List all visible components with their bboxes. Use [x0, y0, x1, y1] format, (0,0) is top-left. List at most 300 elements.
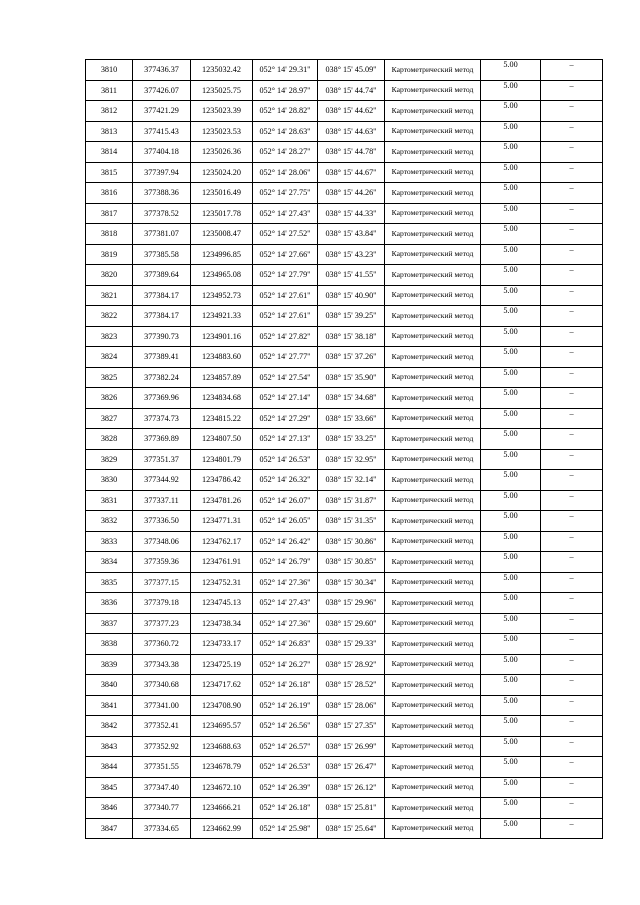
y-coordinate-cell: 1234761.91 [191, 552, 253, 573]
accuracy-cell: 5.00 [481, 798, 541, 819]
accuracy-cell: 5.00 [481, 224, 541, 245]
longitude-cell: 038° 15' 28.52" [318, 675, 385, 696]
x-coordinate-cell: 377404.18 [133, 142, 191, 163]
y-coordinate-cell: 1234807.50 [191, 429, 253, 450]
point-number-cell: 3828 [86, 429, 133, 450]
y-coordinate-cell: 1235023.53 [191, 121, 253, 142]
longitude-cell: 038° 15' 44.62" [318, 101, 385, 122]
table-row [86, 490, 603, 511]
point-number-cell: 3824 [86, 347, 133, 368]
longitude-cell: 038° 15' 30.86" [318, 531, 385, 552]
y-coordinate-cell: 1234965.08 [191, 265, 253, 286]
note-cell: – [541, 60, 603, 81]
method-cell: Картометрический метод [385, 716, 481, 737]
note-cell: – [541, 736, 603, 757]
point-number-cell: 3818 [86, 224, 133, 245]
y-coordinate-cell: 1234786.42 [191, 470, 253, 491]
method-cell: Картометрический метод [385, 470, 481, 491]
longitude-cell: 038° 15' 44.26" [318, 183, 385, 204]
table-row [86, 757, 603, 778]
x-coordinate-cell: 377381.07 [133, 224, 191, 245]
x-coordinate-cell: 377384.17 [133, 285, 191, 306]
note-cell: – [541, 224, 603, 245]
method-cell: Картометрический метод [385, 552, 481, 573]
accuracy-cell: 5.00 [481, 60, 541, 81]
note-cell: – [541, 183, 603, 204]
method-cell: Картометрический метод [385, 449, 481, 470]
point-number-cell: 3825 [86, 367, 133, 388]
x-coordinate-cell: 377421.29 [133, 101, 191, 122]
longitude-cell: 038° 15' 43.23" [318, 244, 385, 265]
accuracy-cell: 5.00 [481, 470, 541, 491]
point-number-cell: 3830 [86, 470, 133, 491]
table-row [86, 224, 603, 245]
method-cell: Картометрический метод [385, 265, 481, 286]
y-coordinate-cell: 1234921.33 [191, 306, 253, 327]
table-row [86, 265, 603, 286]
longitude-cell: 038° 15' 33.66" [318, 408, 385, 429]
y-coordinate-cell: 1234666.21 [191, 798, 253, 819]
table-row [86, 80, 603, 101]
note-cell: – [541, 757, 603, 778]
latitude-cell: 052° 14' 27.36" [253, 572, 318, 593]
longitude-cell: 038° 15' 44.74" [318, 80, 385, 101]
accuracy-cell: 5.00 [481, 265, 541, 286]
latitude-cell: 052° 14' 26.18" [253, 675, 318, 696]
longitude-cell: 038° 15' 31.87" [318, 490, 385, 511]
x-coordinate-cell: 377369.96 [133, 388, 191, 409]
note-cell: – [541, 367, 603, 388]
method-cell: Картометрический метод [385, 347, 481, 368]
x-coordinate-cell: 377341.00 [133, 695, 191, 716]
accuracy-cell: 5.00 [481, 367, 541, 388]
longitude-cell: 038° 15' 44.33" [318, 203, 385, 224]
table-row [86, 429, 603, 450]
longitude-cell: 038° 15' 41.55" [318, 265, 385, 286]
accuracy-cell: 5.00 [481, 388, 541, 409]
y-coordinate-cell: 1234815.22 [191, 408, 253, 429]
x-coordinate-cell: 377360.72 [133, 634, 191, 655]
latitude-cell: 052° 14' 27.61" [253, 285, 318, 306]
point-number-cell: 3826 [86, 388, 133, 409]
y-coordinate-cell: 1235008.47 [191, 224, 253, 245]
point-number-cell: 3817 [86, 203, 133, 224]
note-cell: – [541, 572, 603, 593]
y-coordinate-cell: 1235024.20 [191, 162, 253, 183]
note-cell: – [541, 695, 603, 716]
table-row [86, 408, 603, 429]
y-coordinate-cell: 1234952.73 [191, 285, 253, 306]
y-coordinate-cell: 1234834.68 [191, 388, 253, 409]
x-coordinate-cell: 377389.64 [133, 265, 191, 286]
method-cell: Картометрический метод [385, 511, 481, 532]
note-cell: – [541, 449, 603, 470]
point-number-cell: 3835 [86, 572, 133, 593]
accuracy-cell: 5.00 [481, 757, 541, 778]
latitude-cell: 052° 14' 27.43" [253, 203, 318, 224]
latitude-cell: 052° 14' 26.79" [253, 552, 318, 573]
table-row [86, 572, 603, 593]
point-number-cell: 3846 [86, 798, 133, 819]
method-cell: Картометрический метод [385, 429, 481, 450]
latitude-cell: 052° 14' 26.56" [253, 716, 318, 737]
table-row [86, 777, 603, 798]
method-cell: Картометрический метод [385, 388, 481, 409]
point-number-cell: 3843 [86, 736, 133, 757]
accuracy-cell: 5.00 [481, 654, 541, 675]
longitude-cell: 038° 15' 43.84" [318, 224, 385, 245]
note-cell: – [541, 613, 603, 634]
accuracy-cell: 5.00 [481, 695, 541, 716]
note-cell: – [541, 798, 603, 819]
accuracy-cell: 5.00 [481, 593, 541, 614]
note-cell: – [541, 162, 603, 183]
x-coordinate-cell: 377436.37 [133, 60, 191, 81]
method-cell: Картометрический метод [385, 224, 481, 245]
accuracy-cell: 5.00 [481, 613, 541, 634]
table-row [86, 552, 603, 573]
accuracy-cell: 5.00 [481, 429, 541, 450]
x-coordinate-cell: 377415.43 [133, 121, 191, 142]
point-number-cell: 3847 [86, 818, 133, 839]
point-number-cell: 3813 [86, 121, 133, 142]
x-coordinate-cell: 377390.73 [133, 326, 191, 347]
latitude-cell: 052° 14' 27.54" [253, 367, 318, 388]
point-number-cell: 3829 [86, 449, 133, 470]
table-row [86, 470, 603, 491]
note-cell: – [541, 306, 603, 327]
point-number-cell: 3838 [86, 634, 133, 655]
x-coordinate-cell: 377340.77 [133, 798, 191, 819]
point-number-cell: 3822 [86, 306, 133, 327]
point-number-cell: 3834 [86, 552, 133, 573]
table-row [86, 511, 603, 532]
method-cell: Картометрический метод [385, 531, 481, 552]
accuracy-cell: 5.00 [481, 347, 541, 368]
latitude-cell: 052° 14' 27.29" [253, 408, 318, 429]
x-coordinate-cell: 377359.36 [133, 552, 191, 573]
table-row [86, 818, 603, 839]
latitude-cell: 052° 14' 27.77" [253, 347, 318, 368]
latitude-cell: 052° 14' 26.83" [253, 634, 318, 655]
latitude-cell: 052° 14' 27.75" [253, 183, 318, 204]
table-row [86, 449, 603, 470]
table-row [86, 798, 603, 819]
point-number-cell: 3841 [86, 695, 133, 716]
point-number-cell: 3815 [86, 162, 133, 183]
note-cell: – [541, 121, 603, 142]
latitude-cell: 052° 14' 27.61" [253, 306, 318, 327]
longitude-cell: 038° 15' 25.81" [318, 798, 385, 819]
table-row [86, 531, 603, 552]
method-cell: Картометрический метод [385, 367, 481, 388]
y-coordinate-cell: 1234717.62 [191, 675, 253, 696]
point-number-cell: 3832 [86, 511, 133, 532]
x-coordinate-cell: 377384.17 [133, 306, 191, 327]
latitude-cell: 052° 14' 27.43" [253, 593, 318, 614]
table-row [86, 142, 603, 163]
accuracy-cell: 5.00 [481, 531, 541, 552]
latitude-cell: 052° 14' 27.36" [253, 613, 318, 634]
latitude-cell: 052° 14' 26.39" [253, 777, 318, 798]
longitude-cell: 038° 15' 29.60" [318, 613, 385, 634]
y-coordinate-cell: 1234996.85 [191, 244, 253, 265]
longitude-cell: 038° 15' 30.34" [318, 572, 385, 593]
accuracy-cell: 5.00 [481, 490, 541, 511]
point-number-cell: 3811 [86, 80, 133, 101]
y-coordinate-cell: 1234883.60 [191, 347, 253, 368]
longitude-cell: 038° 15' 44.78" [318, 142, 385, 163]
y-coordinate-cell: 1234678.79 [191, 757, 253, 778]
method-cell: Картометрический метод [385, 490, 481, 511]
table-row [86, 306, 603, 327]
point-number-cell: 3810 [86, 60, 133, 81]
accuracy-cell: 5.00 [481, 408, 541, 429]
method-cell: Картометрический метод [385, 654, 481, 675]
note-cell: – [541, 818, 603, 839]
longitude-cell: 038° 15' 31.35" [318, 511, 385, 532]
method-cell: Картометрический метод [385, 285, 481, 306]
note-cell: – [541, 347, 603, 368]
note-cell: – [541, 634, 603, 655]
latitude-cell: 052° 14' 26.42" [253, 531, 318, 552]
x-coordinate-cell: 377389.41 [133, 347, 191, 368]
y-coordinate-cell: 1234901.16 [191, 326, 253, 347]
latitude-cell: 052° 14' 28.27" [253, 142, 318, 163]
accuracy-cell: 5.00 [481, 203, 541, 224]
longitude-cell: 038° 15' 38.18" [318, 326, 385, 347]
longitude-cell: 038° 15' 35.90" [318, 367, 385, 388]
note-cell: – [541, 675, 603, 696]
method-cell: Картометрический метод [385, 798, 481, 819]
y-coordinate-cell: 1234781.26 [191, 490, 253, 511]
accuracy-cell: 5.00 [481, 572, 541, 593]
latitude-cell: 052° 14' 27.66" [253, 244, 318, 265]
x-coordinate-cell: 377351.37 [133, 449, 191, 470]
y-coordinate-cell: 1235026.36 [191, 142, 253, 163]
longitude-cell: 038° 15' 32.14" [318, 470, 385, 491]
latitude-cell: 052° 14' 27.52" [253, 224, 318, 245]
accuracy-cell: 5.00 [481, 121, 541, 142]
point-number-cell: 3840 [86, 675, 133, 696]
method-cell: Картометрический метод [385, 593, 481, 614]
y-coordinate-cell: 1234688.63 [191, 736, 253, 757]
x-coordinate-cell: 377379.18 [133, 593, 191, 614]
x-coordinate-cell: 377347.40 [133, 777, 191, 798]
point-number-cell: 3831 [86, 490, 133, 511]
latitude-cell: 052° 14' 27.82" [253, 326, 318, 347]
accuracy-cell: 5.00 [481, 736, 541, 757]
method-cell: Картометрический метод [385, 634, 481, 655]
longitude-cell: 038° 15' 28.06" [318, 695, 385, 716]
method-cell: Картометрический метод [385, 162, 481, 183]
method-cell: Картометрический метод [385, 613, 481, 634]
y-coordinate-cell: 1234745.13 [191, 593, 253, 614]
point-number-cell: 3844 [86, 757, 133, 778]
method-cell: Картометрический метод [385, 818, 481, 839]
accuracy-cell: 5.00 [481, 326, 541, 347]
point-number-cell: 3839 [86, 654, 133, 675]
table-row [86, 613, 603, 634]
table-row [86, 695, 603, 716]
note-cell: – [541, 142, 603, 163]
longitude-cell: 038° 15' 26.12" [318, 777, 385, 798]
table-row [86, 716, 603, 737]
table-row [86, 675, 603, 696]
point-number-cell: 3827 [86, 408, 133, 429]
table-row [86, 736, 603, 757]
method-cell: Картометрический метод [385, 101, 481, 122]
method-cell: Картометрический метод [385, 142, 481, 163]
accuracy-cell: 5.00 [481, 777, 541, 798]
longitude-cell: 038° 15' 27.35" [318, 716, 385, 737]
accuracy-cell: 5.00 [481, 101, 541, 122]
y-coordinate-cell: 1234801.79 [191, 449, 253, 470]
y-coordinate-cell: 1234662.99 [191, 818, 253, 839]
longitude-cell: 038° 15' 25.64" [318, 818, 385, 839]
longitude-cell: 038° 15' 44.63" [318, 121, 385, 142]
x-coordinate-cell: 377343.38 [133, 654, 191, 675]
note-cell: – [541, 80, 603, 101]
point-number-cell: 3833 [86, 531, 133, 552]
point-number-cell: 3836 [86, 593, 133, 614]
note-cell: – [541, 101, 603, 122]
latitude-cell: 052° 14' 29.31" [253, 60, 318, 81]
longitude-cell: 038° 15' 44.67" [318, 162, 385, 183]
table-row [86, 634, 603, 655]
accuracy-cell: 5.00 [481, 511, 541, 532]
y-coordinate-cell: 1234771.31 [191, 511, 253, 532]
note-cell: – [541, 593, 603, 614]
accuracy-cell: 5.00 [481, 449, 541, 470]
longitude-cell: 038° 15' 28.92" [318, 654, 385, 675]
y-coordinate-cell: 1235032.42 [191, 60, 253, 81]
x-coordinate-cell: 377351.55 [133, 757, 191, 778]
table-row [86, 203, 603, 224]
x-coordinate-cell: 377352.41 [133, 716, 191, 737]
note-cell: – [541, 531, 603, 552]
longitude-cell: 038° 15' 45.09" [318, 60, 385, 81]
table-row [86, 101, 603, 122]
note-cell: – [541, 511, 603, 532]
y-coordinate-cell: 1234725.19 [191, 654, 253, 675]
point-number-cell: 3837 [86, 613, 133, 634]
method-cell: Картометрический метод [385, 121, 481, 142]
table-row [86, 60, 603, 81]
x-coordinate-cell: 377377.23 [133, 613, 191, 634]
point-number-cell: 3845 [86, 777, 133, 798]
table-row [86, 285, 603, 306]
table-row [86, 162, 603, 183]
note-cell: – [541, 203, 603, 224]
table-row [86, 367, 603, 388]
latitude-cell: 052° 14' 27.13" [253, 429, 318, 450]
x-coordinate-cell: 377378.52 [133, 203, 191, 224]
y-coordinate-cell: 1234695.57 [191, 716, 253, 737]
note-cell: – [541, 552, 603, 573]
table-row [86, 388, 603, 409]
point-number-cell: 3842 [86, 716, 133, 737]
y-coordinate-cell: 1235025.75 [191, 80, 253, 101]
longitude-cell: 038° 15' 39.25" [318, 306, 385, 327]
accuracy-cell: 5.00 [481, 244, 541, 265]
point-number-cell: 3823 [86, 326, 133, 347]
method-cell: Картометрический метод [385, 675, 481, 696]
accuracy-cell: 5.00 [481, 285, 541, 306]
accuracy-cell: 5.00 [481, 552, 541, 573]
method-cell: Картометрический метод [385, 183, 481, 204]
note-cell: – [541, 490, 603, 511]
method-cell: Картометрический метод [385, 736, 481, 757]
note-cell: – [541, 285, 603, 306]
y-coordinate-cell: 1234708.90 [191, 695, 253, 716]
method-cell: Картометрический метод [385, 572, 481, 593]
x-coordinate-cell: 377336.50 [133, 511, 191, 532]
x-coordinate-cell: 377340.68 [133, 675, 191, 696]
method-cell: Картометрический метод [385, 757, 481, 778]
latitude-cell: 052° 14' 26.05" [253, 511, 318, 532]
coordinates-table [85, 59, 603, 839]
table-row [86, 347, 603, 368]
x-coordinate-cell: 377382.24 [133, 367, 191, 388]
latitude-cell: 052° 14' 26.27" [253, 654, 318, 675]
longitude-cell: 038° 15' 30.85" [318, 552, 385, 573]
method-cell: Картометрический метод [385, 326, 481, 347]
note-cell: – [541, 244, 603, 265]
accuracy-cell: 5.00 [481, 80, 541, 101]
method-cell: Картометрический метод [385, 695, 481, 716]
latitude-cell: 052° 14' 26.57" [253, 736, 318, 757]
x-coordinate-cell: 377388.36 [133, 183, 191, 204]
accuracy-cell: 5.00 [481, 675, 541, 696]
point-number-cell: 3819 [86, 244, 133, 265]
y-coordinate-cell: 1235017.78 [191, 203, 253, 224]
x-coordinate-cell: 377352.92 [133, 736, 191, 757]
accuracy-cell: 5.00 [481, 634, 541, 655]
point-number-cell: 3814 [86, 142, 133, 163]
x-coordinate-cell: 377334.65 [133, 818, 191, 839]
method-cell: Картометрический метод [385, 244, 481, 265]
y-coordinate-cell: 1234672.10 [191, 777, 253, 798]
x-coordinate-cell: 377348.06 [133, 531, 191, 552]
accuracy-cell: 5.00 [481, 142, 541, 163]
table-row [86, 654, 603, 675]
latitude-cell: 052° 14' 26.53" [253, 449, 318, 470]
method-cell: Картометрический метод [385, 306, 481, 327]
y-coordinate-cell: 1234752.31 [191, 572, 253, 593]
accuracy-cell: 5.00 [481, 306, 541, 327]
longitude-cell: 038° 15' 32.95" [318, 449, 385, 470]
x-coordinate-cell: 377344.92 [133, 470, 191, 491]
method-cell: Картометрический метод [385, 777, 481, 798]
table-row [86, 121, 603, 142]
method-cell: Картометрический метод [385, 203, 481, 224]
table-row [86, 326, 603, 347]
x-coordinate-cell: 377385.58 [133, 244, 191, 265]
accuracy-cell: 5.00 [481, 818, 541, 839]
longitude-cell: 038° 15' 34.68" [318, 388, 385, 409]
longitude-cell: 038° 15' 29.33" [318, 634, 385, 655]
x-coordinate-cell: 377377.15 [133, 572, 191, 593]
accuracy-cell: 5.00 [481, 183, 541, 204]
accuracy-cell: 5.00 [481, 716, 541, 737]
point-number-cell: 3821 [86, 285, 133, 306]
note-cell: – [541, 326, 603, 347]
note-cell: – [541, 470, 603, 491]
note-cell: – [541, 408, 603, 429]
longitude-cell: 038° 15' 40.90" [318, 285, 385, 306]
latitude-cell: 052° 14' 26.18" [253, 798, 318, 819]
